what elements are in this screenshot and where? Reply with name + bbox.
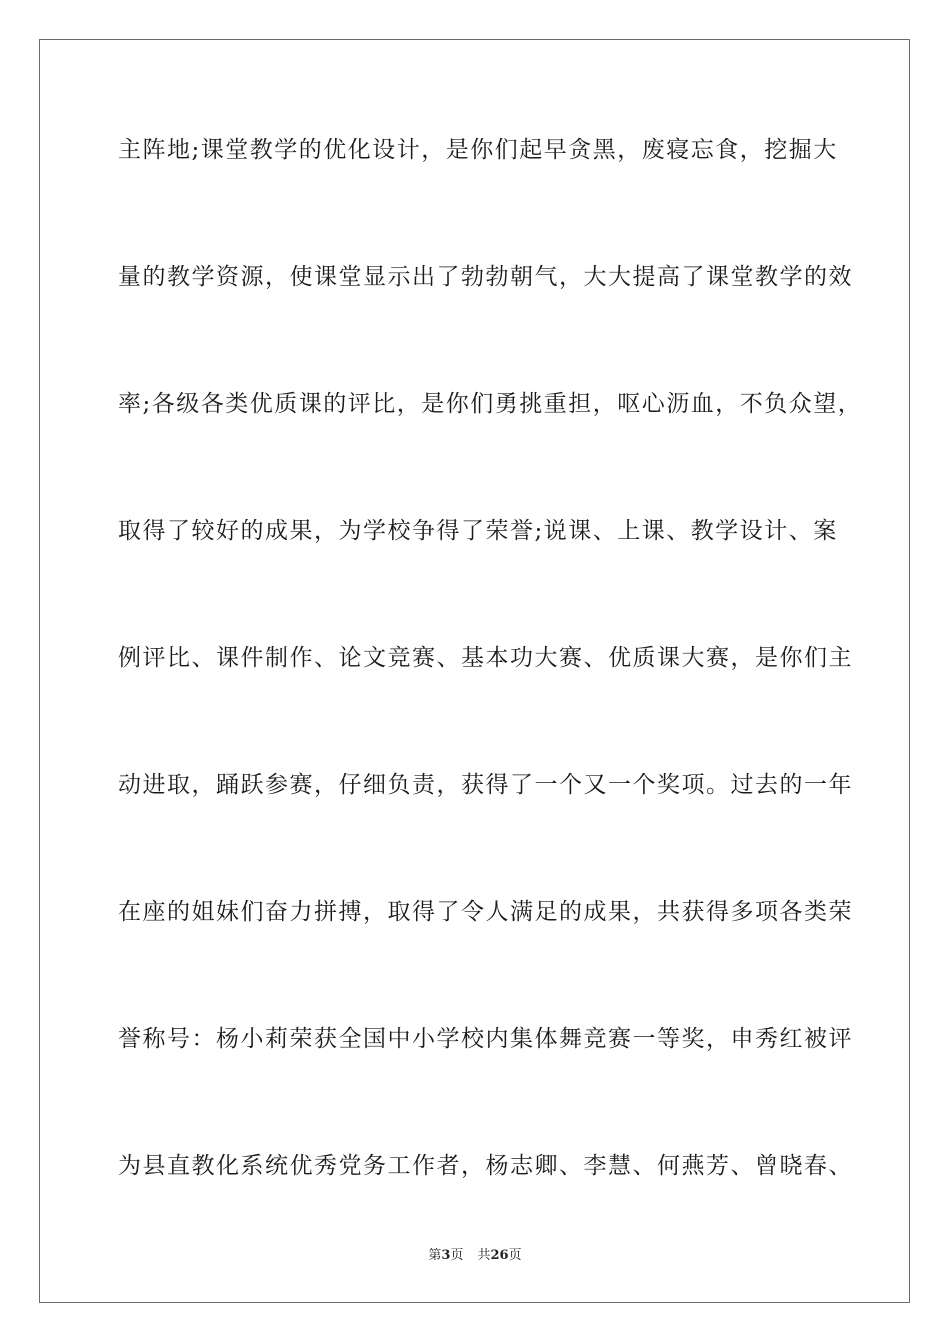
text-line-1: 主阵地;课堂教学的优化设计，是你们起早贪黑，废寝忘食，挖掘大 (118, 137, 838, 163)
text-line-6: 动进取，踊跃参赛，仔细负责，获得了一个又一个奖项。过去的一年 (118, 772, 853, 798)
text-line-5: 例评比、课件制作、论文竞赛、基本功大赛、优质课大赛，是你们主 (118, 645, 853, 671)
page-prefix: 第 (428, 1248, 442, 1263)
text-line-8: 誉称号：杨小莉荣获全国中小学校内集体舞竞赛一等奖，申秀红被评 (118, 1026, 853, 1052)
page-suffix: 页 (450, 1248, 464, 1263)
text-line-9: 为县直教化系统优秀党务工作者，杨志卿、李慧、何燕芳、曾晓春、 (118, 1153, 853, 1179)
total-suffix: 页 (508, 1248, 522, 1263)
total-prefix: 共 (477, 1248, 491, 1263)
text-line-7: 在座的姐妹们奋力拼搏，取得了令人满足的成果，共获得多项各类荣 (118, 899, 853, 925)
text-line-2: 量的教学资源，使课堂显示出了勃勃朝气，大大提高了课堂教学的效 (118, 264, 853, 290)
page-number: 3 (441, 1248, 451, 1263)
text-line-3: 率;各级各类优质课的评比，是你们勇挑重担，呕心沥血，不负众望， (118, 391, 863, 417)
text-line-4: 取得了较好的成果，为学校争得了荣誉;说课、上课、教学设计、案 (118, 518, 838, 544)
page-footer (0, 1247, 950, 1265)
total-pages: 26 (490, 1248, 509, 1263)
